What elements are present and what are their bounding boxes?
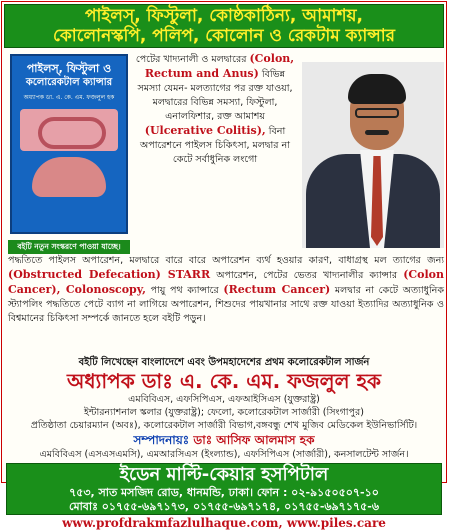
author-qual-1: এমবিবিএস, এফসিপিএস, এফআইসিএস (যুক্তরাষ্ট্র) bbox=[128, 394, 320, 405]
header-banner bbox=[4, 4, 444, 48]
editor-line bbox=[2, 432, 446, 448]
para-text-b: অপারেশন, পেটের ভেতর খাদ্যনালীর ক্যান্সার bbox=[216, 270, 398, 281]
author-section bbox=[2, 356, 446, 461]
author-name: অধ্যাপক ডাঃ এ. কে. এম. ফজলুল হক bbox=[67, 369, 381, 393]
author-intro: বইটি লিখেছেন বাংলাদেশে এবং উপমহাদেশের প্রথম কলোরেকটাল সার্জন bbox=[78, 357, 370, 368]
anatomy-illustration-2 bbox=[32, 157, 106, 197]
website-links[interactable]: www.profdrakmfazlulhaque.com, www.piles.care bbox=[62, 516, 386, 530]
para-red-2: (Colon Cancer), Colonoscopy, bbox=[8, 268, 444, 296]
header-line-2: কোলোনস্কপি, পলিপ, কোলোন ও রেকটাম ক্যান্সার bbox=[52, 26, 396, 46]
para-red-1: (Obstructed Defecation) STARR bbox=[8, 268, 211, 281]
author-qual-2: ইন্টারন্যাশনাল স্কলার (যুক্তরাষ্ট্র); ফেলো, কলোরেকটাল সার্জারী (সিংগাপুর) bbox=[84, 407, 364, 418]
editor-quals: এমবিবিএস (এসএসএমসি), এমআরসিএস (ইংল্যান্ড), এফসিপিএস (সার্জারী), কনসালটেন্ট সার্জন। bbox=[39, 449, 409, 460]
main-section bbox=[2, 50, 446, 324]
desc-text-3: বিনা অপারেশনে পাইলস চিকিৎসা, মলদ্বার না কেটে সর্বাধুনিক লংগো bbox=[140, 126, 290, 165]
book-banner: বইটি নতুন সংস্করণে পাওয়া যাচ্ছে। bbox=[8, 240, 130, 254]
para-text-c: পায়ু পথ ক্যান্সারে bbox=[150, 285, 219, 296]
hospital-address: ৭৫৩, সাত মসজিদ রোড, ধানমন্ডি, ঢাকা। ফোন : ০২-৯১৫০৫০৭-১০ bbox=[69, 486, 379, 499]
book-title-2: কলোরেকটাল ক্যান্সার bbox=[25, 77, 113, 88]
book-cover bbox=[10, 54, 128, 234]
desc-red-1: (Colon, Rectum and Anus) bbox=[144, 52, 295, 80]
para-red-3: (Rectum Cancer) bbox=[223, 283, 331, 296]
advertisement bbox=[1, 1, 447, 530]
para-text-a: পদ্ধতিতে পাইলস অপারেশন, মলদ্বারে বারে বারে অপারেশন ব্যর্থ হওয়ার কারণ, বাধাগ্রস্থ মল ত্যাগের জন্য bbox=[8, 255, 444, 266]
hospital-name: ইডেন মাল্টি-কেয়ার হসপিটাল bbox=[119, 464, 329, 485]
hospital-banner bbox=[6, 463, 442, 515]
book-author: অধ্যাপক ডা. এ. কে. এম. ফজলুল হক bbox=[23, 94, 115, 101]
description bbox=[132, 52, 298, 167]
desc-text-2: বিভিন্ন সমস্যা যেমন- মলত্যাগের পর রক্ত যাওয়া, মলদ্বারের বিভিন্ন সমস্যা, ফিস্টুলা, এনালফিশার, রক্ত আমাশয় bbox=[137, 69, 293, 122]
main-paragraph bbox=[8, 254, 444, 326]
doctor-photo bbox=[302, 62, 444, 248]
anatomy-illustration bbox=[20, 109, 118, 151]
desc-red-2: (Ulcerative Colitis), bbox=[144, 124, 266, 137]
header-line-1: পাইলস্‌, ফিস্টুলা, কোষ্ঠকাঠিন্য, আমাশয়, bbox=[84, 6, 364, 26]
desc-text-1: পেটের খাদ্যনালী ও মলদ্বারের bbox=[135, 54, 247, 65]
editor-name: ডাঃ আসিফ আলমাস হক bbox=[193, 433, 315, 447]
para-text-d: মলদ্বার না কেটে অত্যাধুনিক স্ট্যাপলিং পদ্ধতিতে পেটে ব্যাগ না লাগিয়ে অপারেশন, শিশুদের পায়খানার সাথে রক্ত যাওয়া ইত্যাদির অত্যাধুনিক ও বিশ্বমানের চিকিৎসা সম্পর্কে জানতে হলে বইটি পড়ুন। bbox=[8, 285, 444, 324]
hospital-mobile: মোবাঃ ০১৭৫৫-৬৯৭১৭৩, ০১৭৫৫-৬৯৭১৭৪, ০১৭৫৫-৬৯৭১৭৫-৬ bbox=[69, 500, 379, 513]
editor-label: সম্পাদনায়ঃ bbox=[133, 433, 190, 447]
author-qual-3: প্রতিষ্ঠাতা চেয়ারম্যান (অবঃ), কলোরেকটাল সার্জারী বিভাগ,বঙ্গবন্ধু শেখ মুজিব মেডিকেল ইউনিভার্সিটি। bbox=[30, 420, 418, 431]
book-title-1: পাইলস্‌, ফিস্টুলা ও bbox=[26, 62, 112, 75]
